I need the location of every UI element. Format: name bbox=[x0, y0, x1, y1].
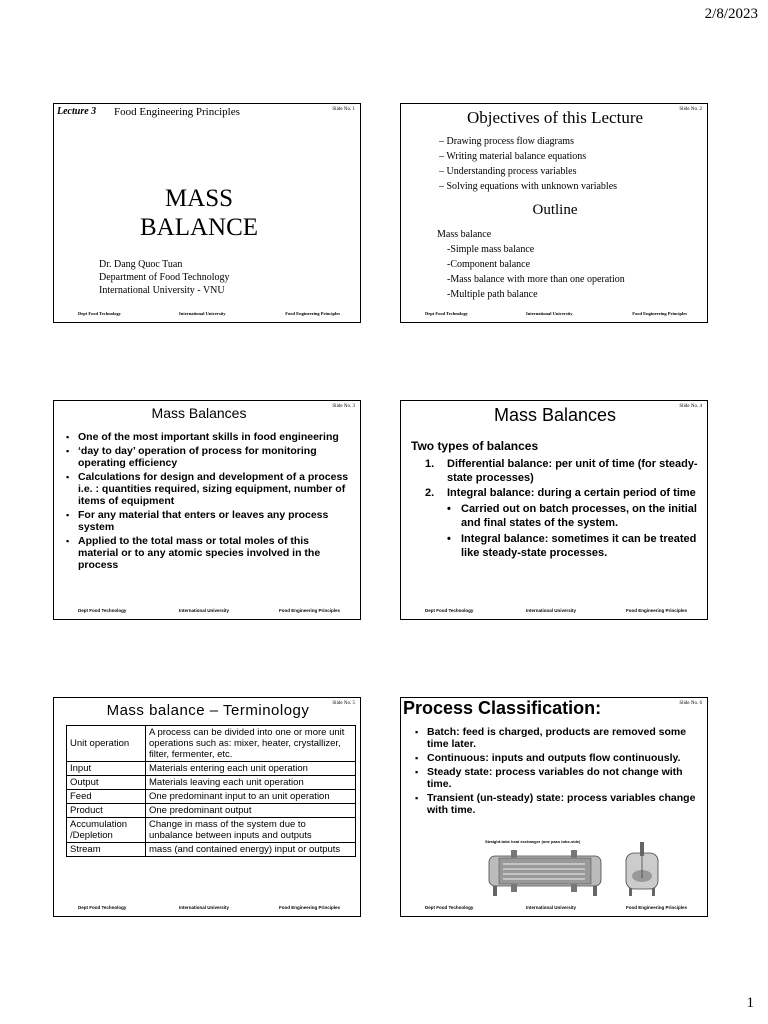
slide-3 bbox=[53, 400, 361, 620]
list-item: -Simple mass balance bbox=[447, 244, 535, 255]
author-name: Dr. Dang Quoc Tuan bbox=[99, 259, 183, 270]
footer-right: Food Engineering Principles bbox=[285, 311, 340, 316]
table-row bbox=[67, 776, 356, 790]
list-item bbox=[425, 486, 701, 500]
list-item: ▪ Calculations for design and development of a process i.e. : quantities required, sizing equipment, number of items of equipment bbox=[62, 471, 352, 507]
terminology-table bbox=[66, 725, 356, 857]
list-item: ▪ Steady state: process variables do not change with time. bbox=[411, 766, 701, 790]
slide-footer bbox=[401, 311, 707, 319]
slide-footer bbox=[401, 905, 707, 913]
slide-footer bbox=[54, 905, 360, 913]
sub-bullet: • Integral balance: sometimes it can be treated like steady-state processes. bbox=[425, 532, 701, 560]
list-item: – Solving equations with unknown variables bbox=[439, 181, 618, 192]
definition-cell: One predominant output bbox=[146, 804, 356, 818]
slide-title: Mass Balances bbox=[151, 405, 247, 421]
bullet-list bbox=[411, 726, 701, 818]
title-line-2: BALANCE bbox=[139, 214, 259, 241]
slide-title bbox=[54, 184, 344, 242]
table-row bbox=[67, 762, 356, 776]
slide-5 bbox=[53, 697, 361, 917]
footer-left: Dept Food Technology bbox=[425, 608, 474, 613]
slide-number: Slide No. 3 bbox=[332, 404, 355, 409]
heat-exchanger-icon bbox=[489, 850, 601, 896]
table-row bbox=[67, 790, 356, 804]
definition-cell: Materials leaving each unit operation bbox=[146, 776, 356, 790]
list-item: ▪ For any material that enters or leaves any process system bbox=[62, 509, 352, 533]
list-item: – Drawing process flow diagrams bbox=[439, 136, 574, 147]
slide-footer bbox=[54, 608, 360, 616]
footer-left: Dept Food Technology bbox=[425, 311, 469, 316]
slide-6 bbox=[400, 697, 708, 917]
print-date: 2/8/2023 bbox=[704, 6, 758, 22]
bullet-list bbox=[62, 431, 352, 573]
list-item bbox=[425, 457, 701, 485]
footer-center: International University bbox=[526, 608, 577, 613]
definition-cell: Change in mass of the system due to unbalance between inputs and outputs bbox=[146, 818, 356, 843]
list-item: -Mass balance with more than one operation bbox=[447, 274, 625, 285]
slide-number: Slide No. 6 bbox=[679, 701, 702, 706]
slide-number: Slide No. 4 bbox=[679, 404, 702, 409]
course-title: Food Engineering Principles bbox=[114, 106, 240, 118]
footer-center: International University bbox=[526, 905, 577, 910]
figure-caption: Straight-tube heat exchanger (one pass tube-side) bbox=[485, 839, 581, 844]
sub-bullet: • Carried out on batch processes, on the initial and final states of the system. bbox=[425, 502, 701, 530]
equipment-illustration bbox=[481, 838, 681, 906]
slide-title: Objectives of this Lecture bbox=[466, 108, 644, 127]
footer-right: Food Engineering Principles bbox=[278, 905, 340, 910]
footer-center: International University bbox=[179, 905, 230, 910]
table-row bbox=[67, 726, 356, 762]
slide-4 bbox=[400, 400, 708, 620]
table-row bbox=[67, 804, 356, 818]
definition-cell: mass (and contained energy) input or outputs bbox=[146, 843, 356, 857]
term-cell: Product bbox=[67, 804, 146, 818]
list-item: ▪ One of the most important skills in food engineering bbox=[62, 431, 352, 443]
objectives-list bbox=[439, 134, 617, 194]
slide-number: Slide No. 5 bbox=[332, 701, 355, 706]
item-text: Integral balance: during a certain period of time bbox=[447, 487, 696, 499]
slide-number: Slide No. 2 bbox=[679, 107, 702, 112]
footer-right: Food Engineering Principles bbox=[278, 608, 340, 613]
author-block bbox=[99, 258, 229, 297]
term-cell: Stream bbox=[67, 843, 146, 857]
footer-right: Food Engineering Principles bbox=[625, 905, 687, 910]
term-cell: Input bbox=[67, 762, 146, 776]
footer-right: Food Engineering Principles bbox=[632, 311, 687, 316]
item-text: Differential balance: per unit of time (for steady-state processes) bbox=[447, 458, 698, 484]
footer-center: International University bbox=[179, 608, 230, 613]
outline-list bbox=[437, 227, 625, 302]
list-item: – Writing material balance equations bbox=[439, 151, 587, 162]
department: Department of Food Technology bbox=[99, 272, 230, 283]
batch-reactor-icon bbox=[626, 842, 658, 896]
title-line-1: MASS bbox=[164, 185, 234, 212]
footer-center: International University bbox=[179, 311, 226, 316]
slide-subtitle: Two types of balances bbox=[411, 439, 539, 453]
item-number: 2. bbox=[425, 487, 435, 499]
outline-title: Outline bbox=[532, 202, 578, 218]
term-cell: Output bbox=[67, 776, 146, 790]
page-number: 1 bbox=[746, 995, 754, 1011]
list-item: ▪ ‘day to day’ operation of process for monitoring operating efficiency bbox=[62, 445, 352, 469]
term-cell: Unit operation bbox=[67, 726, 146, 762]
list-item: ▪ Applied to the total mass or total moles of this material or to any atomic species involved in the process bbox=[62, 535, 352, 571]
table-row bbox=[67, 843, 356, 857]
list-item: ▪ Transient (un-steady) state: process variables change with time. bbox=[411, 792, 701, 816]
slide-1 bbox=[53, 103, 361, 323]
list-item: ▪ Batch: feed is charged, products are removed some time later. bbox=[411, 726, 701, 750]
slide-title: Process Classification: bbox=[403, 698, 602, 718]
footer-left: Dept Food Technology bbox=[78, 905, 127, 910]
list-item: -Component balance bbox=[447, 259, 531, 270]
slide-footer bbox=[54, 311, 360, 319]
footer-left: Dept Food Technology bbox=[78, 608, 127, 613]
term-cell: Accumulation /Depletion bbox=[67, 818, 146, 843]
footer-left: Dept Food Technology bbox=[425, 905, 474, 910]
footer-center: International University bbox=[526, 311, 573, 316]
footer-left: Dept Food Technology bbox=[78, 311, 122, 316]
term-cell: Feed bbox=[67, 790, 146, 804]
list-item: – Understanding process variables bbox=[439, 166, 577, 177]
slide-number: Slide No. 1 bbox=[332, 107, 355, 112]
slide-title: Mass Balances bbox=[493, 405, 617, 425]
slide-footer bbox=[401, 608, 707, 616]
table-row bbox=[67, 818, 356, 843]
list-item: ▪ Continuous: inputs and outputs flow continuously. bbox=[411, 752, 701, 764]
lecture-label: Lecture 3 bbox=[57, 106, 97, 117]
slide-2 bbox=[400, 103, 708, 323]
numbered-list bbox=[425, 457, 701, 560]
definition-cell: Materials entering each unit operation bbox=[146, 762, 356, 776]
definition-cell: A process can be divided into one or more unit operations such as: mixer, heater, crystallizer, filter, fermenter, etc. bbox=[146, 726, 356, 762]
slide-title: Mass balance – Terminology bbox=[106, 702, 310, 719]
item-number: 1. bbox=[425, 458, 435, 470]
university: International University - VNU bbox=[99, 285, 225, 296]
outline-head: Mass balance bbox=[437, 229, 492, 240]
list-item: -Multiple path balance bbox=[447, 289, 538, 300]
footer-right: Food Engineering Principles bbox=[625, 608, 687, 613]
definition-cell: One predominant input to an unit operation bbox=[146, 790, 356, 804]
